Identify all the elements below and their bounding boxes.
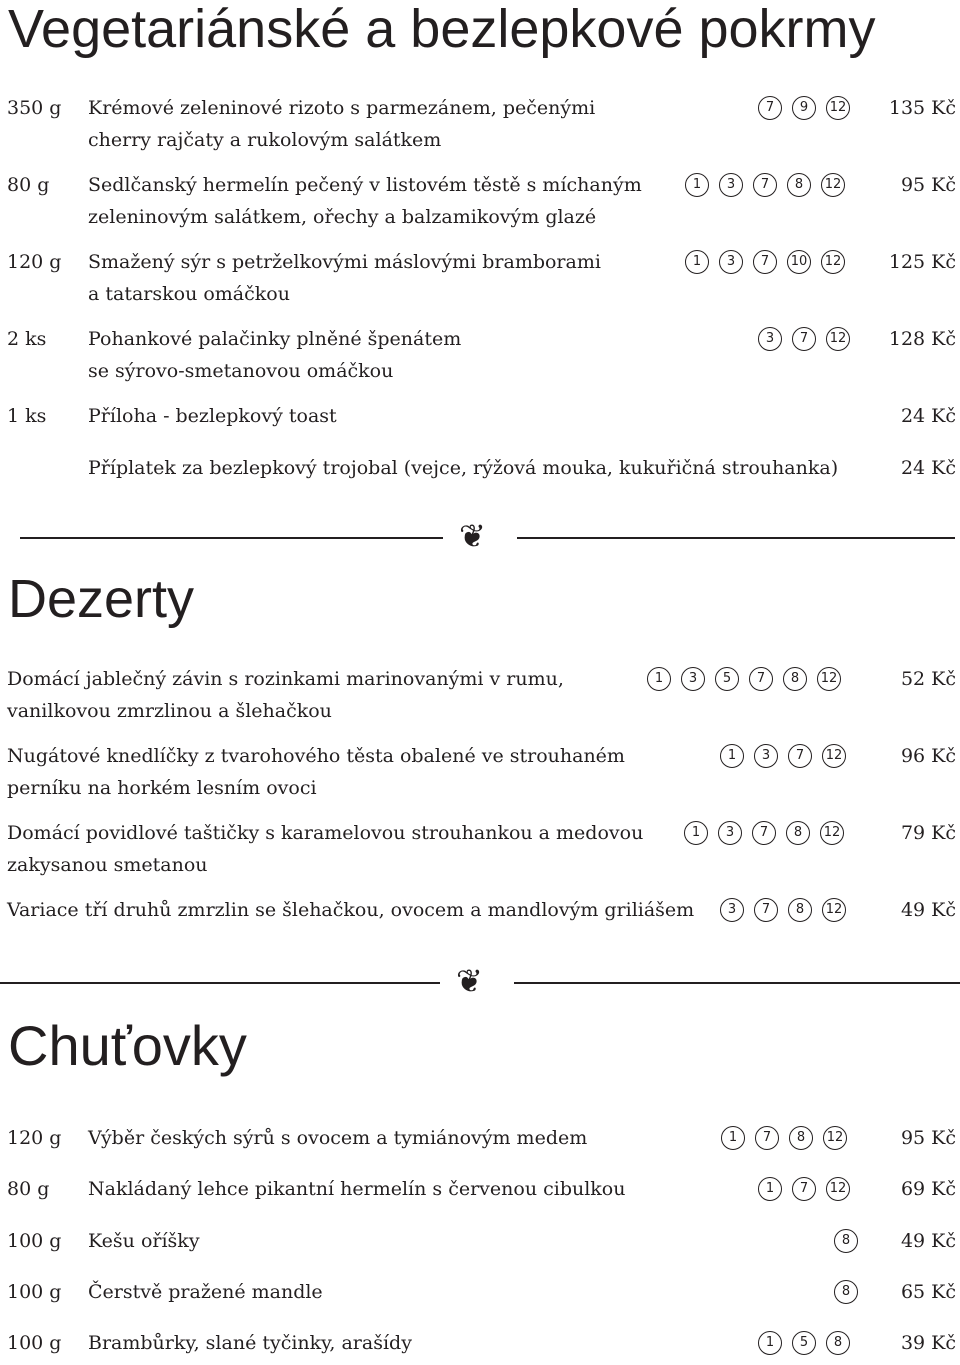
item-quantity: 100 g [7,1230,62,1252]
allergen-badge: 8 [826,1331,850,1355]
section-divider [517,537,955,539]
allergen-badge: 3 [681,667,705,691]
allergen-list [721,1126,847,1150]
allergen-badge: 12 [822,898,846,922]
item-price: 95 Kč [900,174,956,196]
section-title-desserts: Dezerty [8,569,195,629]
allergen-badge: 5 [715,667,739,691]
item-description-line: Smažený sýr s petrželkovými máslovými bramborami [88,251,601,273]
item-quantity: 80 g [7,1178,50,1200]
allergen-list [684,821,844,845]
item-description-line: Příloha - bezlepkový toast [88,405,337,427]
item-description-line: Pohankové palačinky plněné špenátem [88,328,462,350]
section-title-snacks: Chuťovky [8,1014,247,1077]
allergen-badge: 7 [754,898,778,922]
allergen-badge: 8 [789,1126,813,1150]
item-description [88,1276,323,1308]
allergen-list [685,250,845,274]
allergen-badge: 12 [817,667,841,691]
allergen-list [834,1280,858,1304]
item-price: 128 Kč [888,328,956,350]
allergen-list [758,1331,850,1355]
allergen-badge: 1 [685,173,709,197]
item-price: 95 Kč [900,1127,956,1149]
allergen-badge: 7 [755,1126,779,1150]
allergen-badge: 3 [718,821,742,845]
item-description [88,1173,625,1205]
item-description [7,663,564,727]
allergen-badge: 7 [758,96,782,120]
item-description [88,323,461,387]
item-price: 52 Kč [900,668,956,690]
item-description [88,1225,200,1257]
item-description-line: Domácí povidlové taštičky s karamelovou strouhankou a medovou [7,822,644,844]
allergen-badge: 5 [792,1331,816,1355]
allergen-badge: 8 [787,173,811,197]
item-description-line: Domácí jablečný závin s rozinkami marinovanými v rumu, [7,668,564,690]
allergen-badge: 1 [758,1177,782,1201]
item-price: 24 Kč [900,457,956,479]
item-description-line: vanilkovou zmrzlinou a šlehačkou [7,700,332,722]
allergen-badge: 3 [754,744,778,768]
allergen-badge: 8 [834,1280,858,1304]
allergen-badge: 1 [720,744,744,768]
section-divider [20,537,443,539]
item-description [88,1122,587,1154]
allergen-list [685,173,845,197]
ornament-icon: ❦ [456,962,483,1000]
allergen-badge: 12 [821,250,845,274]
item-description-line: Nugátové knedlíčky z tvarohového těsta obalené ve strouhaném [7,745,625,767]
item-description-line: Brambůrky, slané tyčinky, arašídy [88,1332,412,1354]
item-description-line: perníku na horkém lesním ovoci [7,777,317,799]
item-description [7,817,643,881]
item-description [88,400,337,432]
allergen-list [758,1177,850,1201]
item-quantity: 100 g [7,1332,62,1354]
allergen-list [647,667,841,691]
allergen-badge: 1 [721,1126,745,1150]
allergen-badge: 12 [826,1177,850,1201]
item-description [88,92,595,156]
allergen-list [758,96,850,120]
item-price: 96 Kč [900,745,956,767]
item-quantity: 80 g [7,174,50,196]
allergen-badge: 7 [792,1177,816,1201]
section-divider [514,982,960,984]
allergen-badge: 10 [787,250,811,274]
allergen-badge: 7 [753,173,777,197]
item-description-line: Čerstvě pražené mandle [88,1281,323,1303]
allergen-badge: 3 [719,250,743,274]
allergen-badge: 1 [758,1331,782,1355]
allergen-badge: 8 [788,898,812,922]
item-description [88,452,838,484]
item-price: 24 Kč [900,405,956,427]
allergen-badge: 12 [822,744,846,768]
item-description [88,246,601,310]
allergen-badge: 8 [786,821,810,845]
allergen-badge: 3 [720,898,744,922]
item-description-line: Krémové zeleninové rizoto s parmezánem, pečenými [88,97,596,119]
item-price: 69 Kč [900,1178,956,1200]
item-description-line: zakysanou smetanou [7,854,208,876]
item-price: 65 Kč [900,1281,956,1303]
allergen-list [758,327,850,351]
allergen-badge: 7 [753,250,777,274]
allergen-badge: 7 [752,821,776,845]
allergen-badge: 12 [821,173,845,197]
allergen-list [720,898,846,922]
item-description-line: Sedlčanský hermelín pečený v listovém těstě s míchaným [88,174,642,196]
item-price: 79 Kč [900,822,956,844]
ornament-icon: ❦ [459,517,486,555]
allergen-badge: 7 [792,327,816,351]
item-description-line: zeleninovým salátkem, ořechy a balzamikovým glazé [88,206,597,228]
allergen-badge: 3 [719,173,743,197]
allergen-badge: 8 [834,1229,858,1253]
item-description-line: Nakládaný lehce pikantní hermelín s červenou cibulkou [88,1178,626,1200]
allergen-badge: 8 [783,667,807,691]
section-divider [0,982,440,984]
item-quantity: 2 ks [7,328,47,350]
item-description [7,740,625,804]
item-quantity: 350 g [7,97,62,119]
allergen-badge: 7 [749,667,773,691]
allergen-badge: 1 [685,250,709,274]
item-description [88,169,642,233]
item-description-line: Příplatek za bezlepkový trojobal (vejce, rýžová mouka, kukuřičná strouhanka) [88,457,839,479]
allergen-list [834,1229,858,1253]
section-title-vegetarian: Vegetariánské a bezlepkové pokrmy [8,0,876,59]
allergen-badge: 12 [820,821,844,845]
item-description-line: Kešu oříšky [88,1230,200,1252]
item-price: 49 Kč [900,899,956,921]
item-quantity: 1 ks [7,405,47,427]
item-description-line: cherry rajčaty a rukolovým salátkem [88,129,442,151]
item-description-line: a tatarskou omáčkou [88,283,290,305]
allergen-badge: 12 [826,96,850,120]
allergen-badge: 1 [684,821,708,845]
item-quantity: 120 g [7,1127,62,1149]
item-quantity: 100 g [7,1281,62,1303]
allergen-badge: 12 [826,327,850,351]
item-description-line: se sýrovo-smetanovou omáčkou [88,360,394,382]
item-price: 39 Kč [900,1332,956,1354]
allergen-badge: 12 [823,1126,847,1150]
allergen-list [720,744,846,768]
item-description-line: Variace tří druhů zmrzlin se šlehačkou, ovocem a mandlovým griliášem [7,899,695,921]
allergen-badge: 3 [758,327,782,351]
item-description [88,1327,412,1359]
item-price: 49 Kč [900,1230,956,1252]
item-price: 135 Kč [888,97,956,119]
item-description-line: Výběr českých sýrů s ovocem a tymiánovým medem [88,1127,588,1149]
item-description [7,894,694,926]
allergen-badge: 7 [788,744,812,768]
item-price: 125 Kč [888,251,956,273]
allergen-badge: 9 [792,96,816,120]
item-quantity: 120 g [7,251,62,273]
allergen-badge: 1 [647,667,671,691]
